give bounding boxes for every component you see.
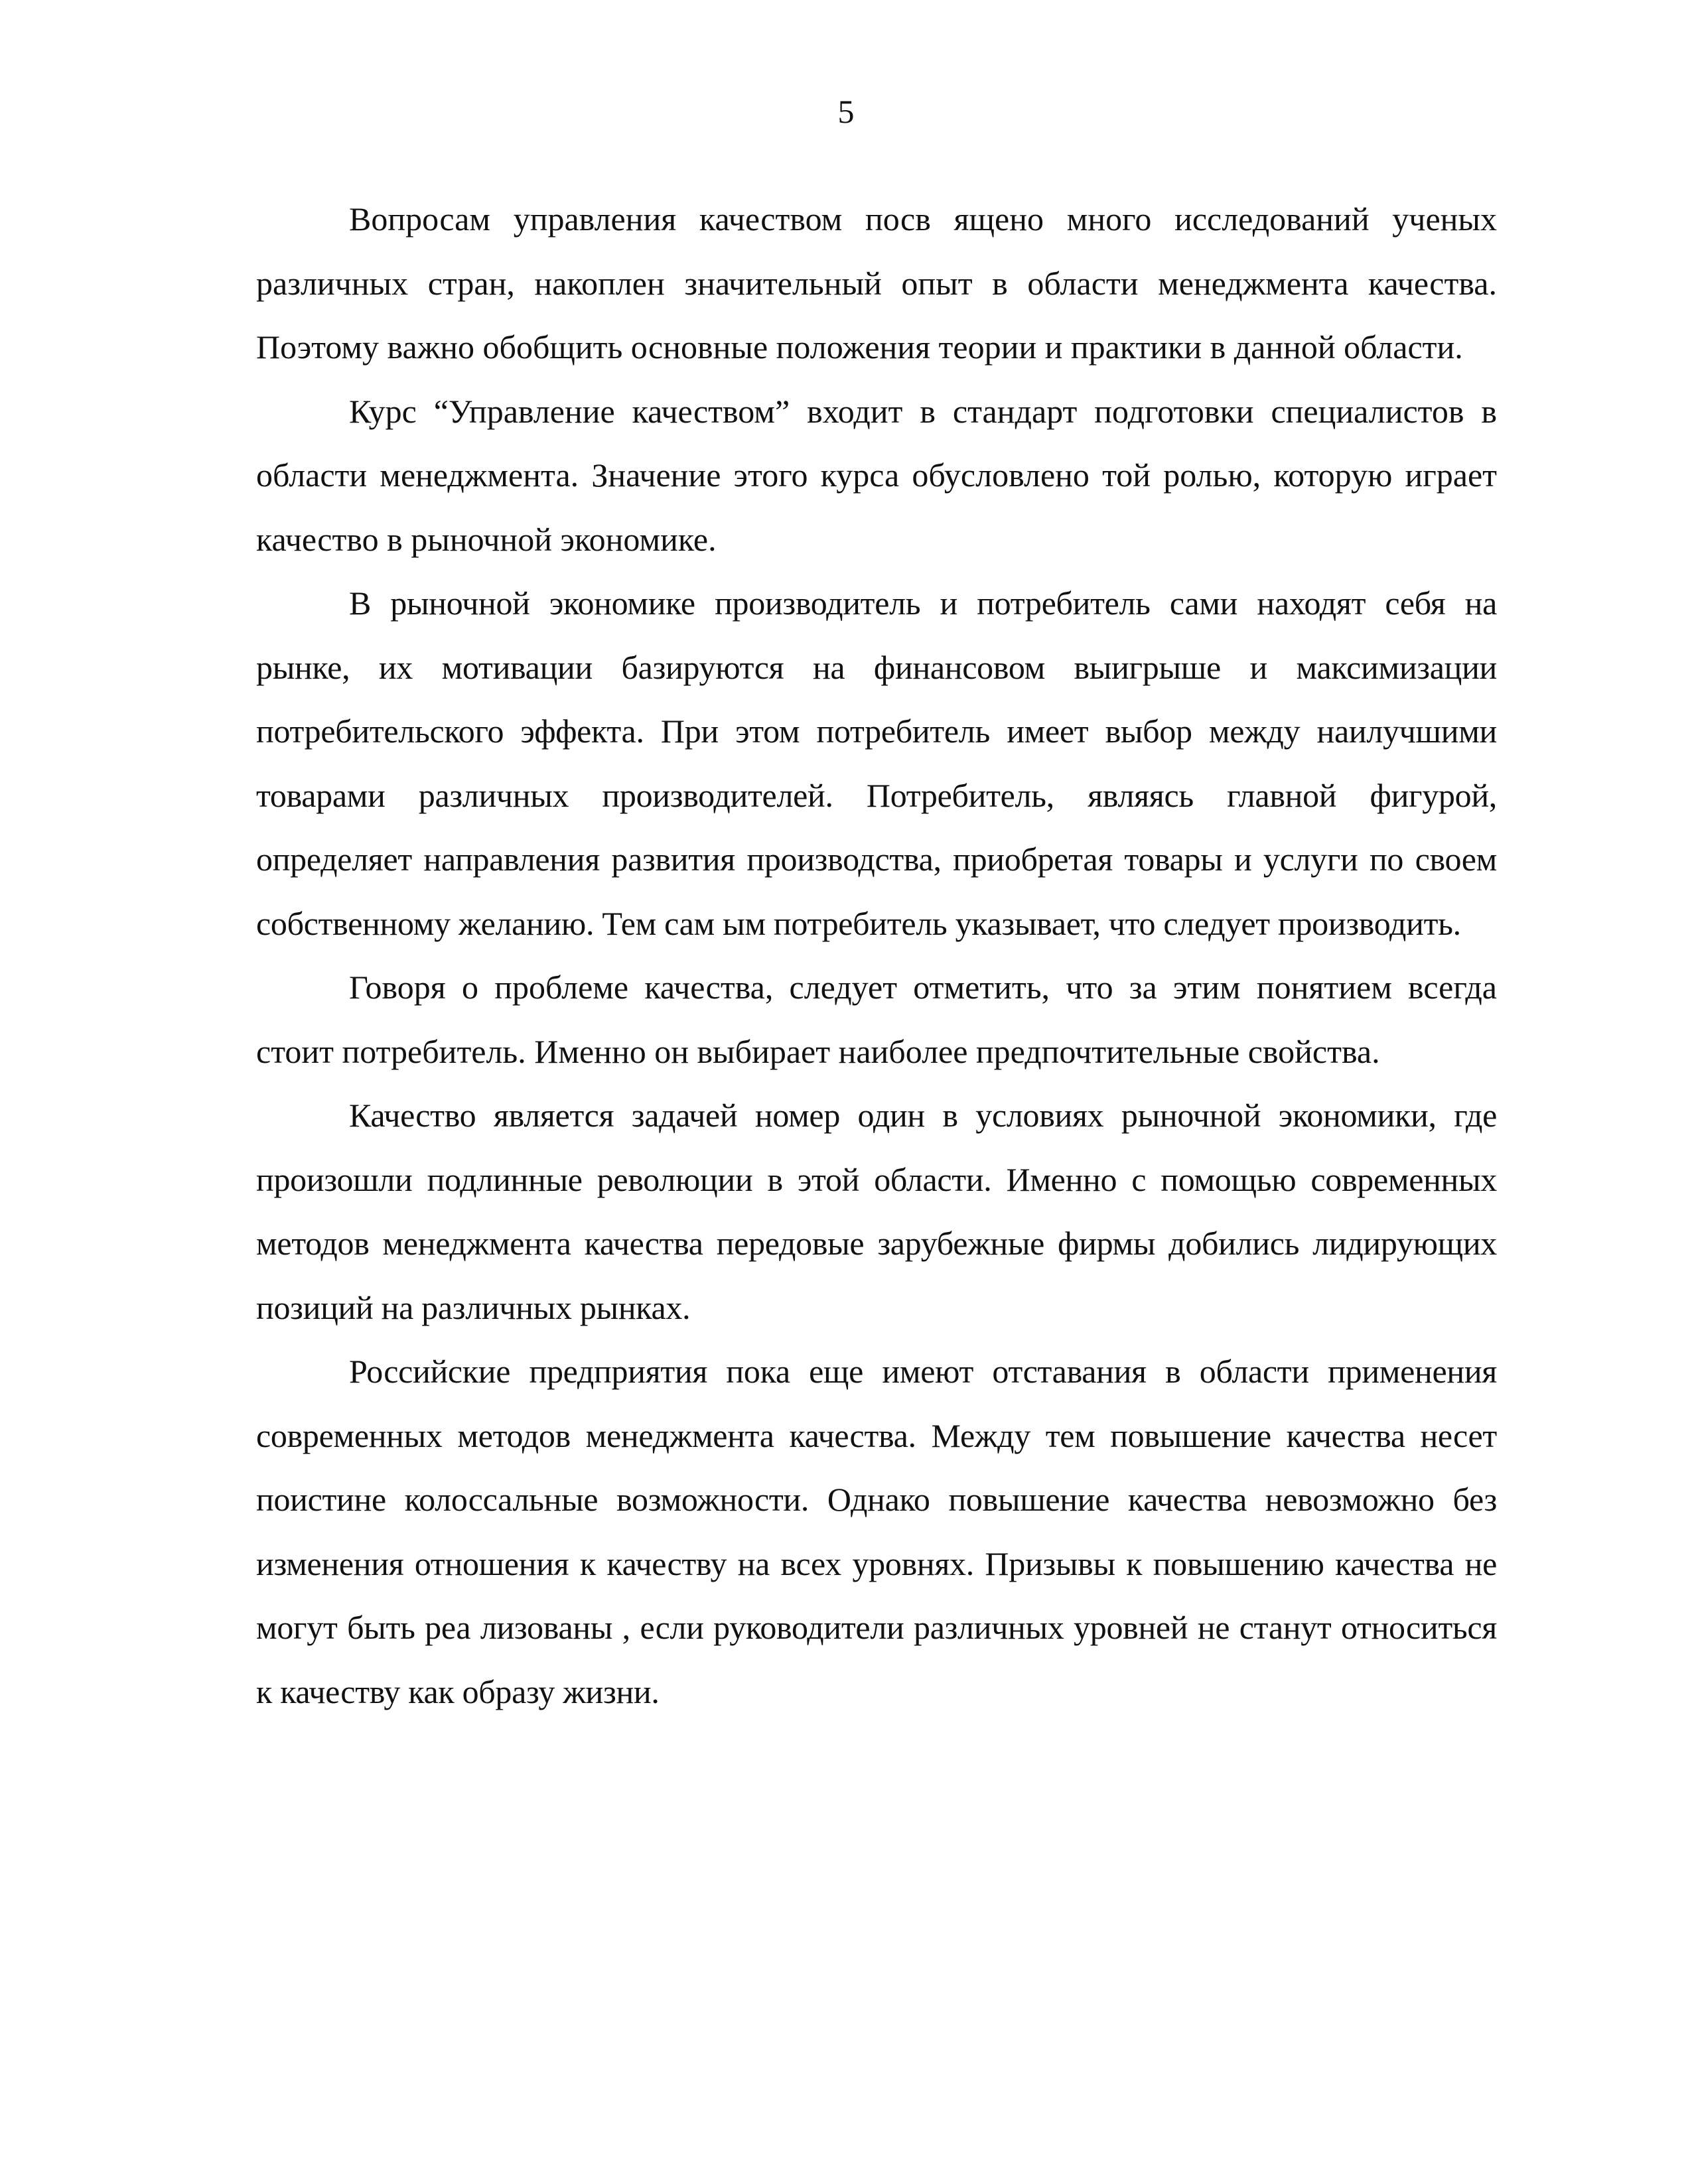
- paragraph-course-description: Курс “Управление качеством” входит в стандарт подготовки специалистов в области менеджмента. Значение этого курса обусловлено той ролью, которую играет качество в рыночной экономике.: [256, 392, 1497, 558]
- body-text: [256, 187, 1497, 1724]
- paragraph-consumer: Говоря о проблеме качества, следует отметить, что за этим понятием всегда стоит потребитель. Именно он выбирает наиболее предпочтительные свойства.: [256, 969, 1497, 1070]
- paragraph-quality-research: Вопросам управления качеством посв ящено много исследований ученых различных стран, накоплен значительный опыт в области менеджмента качества. Поэтому важно обобщить основные положения теории и практики в данной области.: [256, 200, 1497, 366]
- page-number: 5: [837, 93, 855, 130]
- paragraph-market-economy: В рыночной экономике производитель и потребитель сами находят себя на рынке, их мотивации базируются на финансовом выигрыше и максимизации потребительского эффекта. При этом потребитель имеет выбор между наилучшими товарами различных производителей. Потребитель, являясь главной фигурой, определяет направления развития производства, приобретая товары и услуги по своем собственному желанию. Тем сам ым потребитель указывает, что следует производить.: [256, 584, 1497, 942]
- paragraph-quality-task: Качество является задачей номер один в условиях рыночной экономики, где произошли подлинные революции в этой области. Именно с помощью современных методов менеджмента качества передовые зарубежные фирмы добились лидирующих позиций на различных рынках.: [256, 1097, 1497, 1326]
- paragraph-russian-enterprises: Российские предприятия пока еще имеют отставания в области применения современных методов менеджмента качества. Между тем повышение качества несет поистине колоссальные возможности. Однако повышение качества невозможно без изменения отношения к качеству на всех уровнях. Призывы к повышению качества не могут быть реа лизованы , если руководители различных уровней не станут относиться к качеству как образу жизни.: [256, 1353, 1497, 1710]
